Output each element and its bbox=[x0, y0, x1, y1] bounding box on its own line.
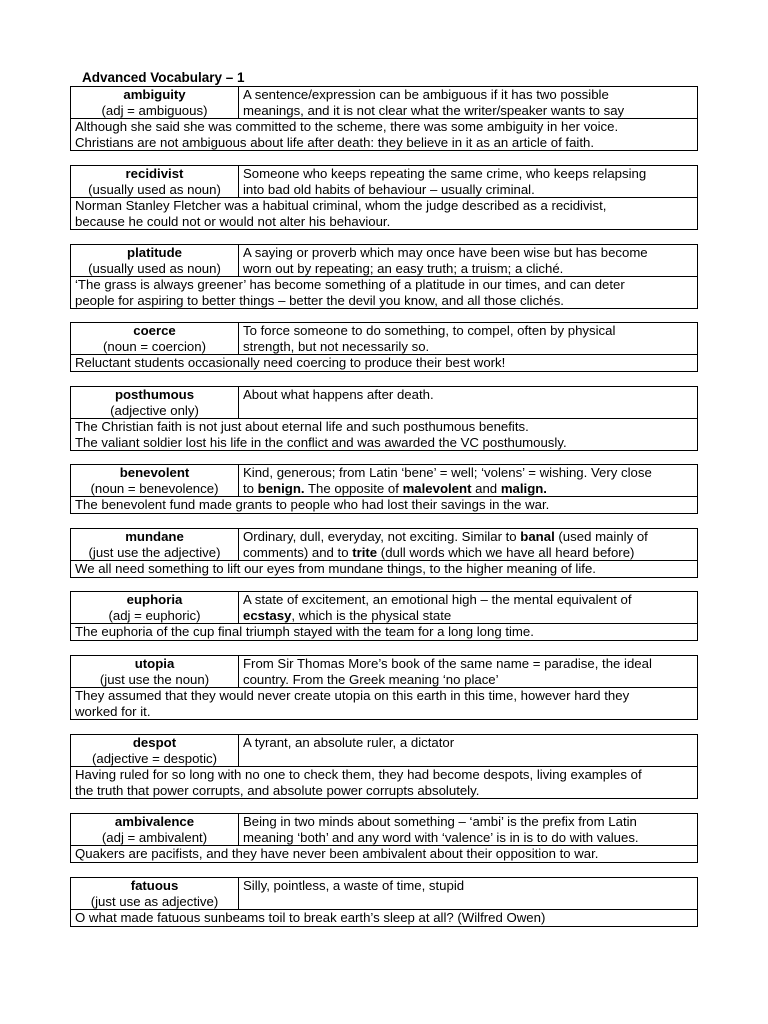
example-cell bbox=[71, 910, 697, 926]
term-cell bbox=[71, 387, 239, 418]
vocab-entry-ambivalence bbox=[70, 813, 698, 863]
definition-cell bbox=[239, 814, 697, 845]
definition-line: Silly, pointless, a waste of time, stupid bbox=[243, 878, 465, 893]
definition-line: meaning ‘both’ and any word with ‘valence’ is in is to do with values. bbox=[243, 829, 639, 845]
vocab-entry-utopia bbox=[70, 655, 698, 720]
definition-line: ecstasy, which is the physical state bbox=[243, 607, 452, 623]
example-line: The valiant soldier lost his life in the conflict and was awarded the VC posthumously. bbox=[75, 434, 567, 450]
related-word: trite bbox=[352, 544, 378, 560]
definition-cell bbox=[239, 245, 697, 276]
definition-cell bbox=[239, 166, 697, 197]
entry-term: euphoria bbox=[126, 592, 183, 607]
example-cell bbox=[71, 419, 697, 450]
example-cell bbox=[71, 688, 697, 719]
definition-line: Ordinary, dull, everyday, not exciting. Similar to banal (used mainly of bbox=[243, 529, 648, 544]
example-cell bbox=[71, 846, 697, 862]
definition-cell bbox=[239, 878, 697, 909]
definition-line: A tyrant, an absolute ruler, a dictator bbox=[243, 735, 455, 750]
definition-cell bbox=[239, 656, 697, 687]
related-word: malign. bbox=[500, 480, 547, 496]
definition-line: into bad old habits of behaviour – usually criminal. bbox=[243, 181, 535, 197]
example-line: ‘The grass is always greener’ has become something of a platitude in our times, and can deter bbox=[75, 277, 625, 292]
entry-term: fatuous bbox=[130, 878, 179, 893]
definition-cell bbox=[239, 465, 697, 496]
definition-cell bbox=[239, 735, 697, 766]
entry-part-of-speech: (just use the noun) bbox=[99, 671, 210, 687]
entry-header-row bbox=[71, 878, 697, 910]
vocab-entry-euphoria bbox=[70, 591, 698, 641]
entry-part-of-speech: (adj = euphoric) bbox=[108, 607, 201, 623]
entry-header-row bbox=[71, 814, 697, 846]
definition-line: To force someone to do something, to compel, often by physical bbox=[243, 323, 616, 338]
term-cell bbox=[71, 656, 239, 687]
entry-header-row bbox=[71, 87, 697, 119]
entry-term: coerce bbox=[133, 323, 176, 338]
definition-line: comments) and to trite (dull words which we have all heard before) bbox=[243, 544, 635, 560]
vocab-entry-coerce bbox=[70, 322, 698, 372]
definition-cell bbox=[239, 387, 697, 418]
term-cell bbox=[71, 465, 239, 496]
example-line: Having ruled for so long with no one to check them, they had become despots, living examples of bbox=[75, 767, 642, 782]
example-cell bbox=[71, 767, 697, 798]
definition-line: meanings, and it is not clear what the writer/speaker wants to say bbox=[243, 102, 625, 118]
definition-line: country. From the Greek meaning ‘no place’ bbox=[243, 671, 499, 687]
entry-part-of-speech: (adjective only) bbox=[110, 402, 199, 418]
entry-header-row bbox=[71, 529, 697, 561]
term-cell bbox=[71, 323, 239, 354]
example-line: Christians are not ambiguous about life after death: they believe in it as an article of faith. bbox=[75, 134, 595, 150]
definition-cell bbox=[239, 87, 697, 118]
example-line: The euphoria of the cup final triumph stayed with the team for a long long time. bbox=[75, 624, 534, 639]
document-title: Advanced Vocabulary – 1 bbox=[82, 70, 245, 85]
term-cell bbox=[71, 529, 239, 560]
entry-term: recidivist bbox=[125, 166, 184, 181]
definition-line: worn out by repeating; an easy truth; a truism; a cliché. bbox=[243, 260, 564, 276]
example-cell bbox=[71, 198, 697, 229]
example-cell bbox=[71, 355, 697, 371]
entry-term: utopia bbox=[134, 656, 175, 671]
vocab-entry-fatuous bbox=[70, 877, 698, 927]
entry-header-row bbox=[71, 656, 697, 688]
example-line: O what made fatuous sunbeams toil to break earth’s sleep at all? (Wilfred Owen) bbox=[75, 910, 546, 925]
vocab-entry-ambiguity bbox=[70, 86, 698, 151]
example-line: people for aspiring to better things – better the devil you know, and all those clichés. bbox=[75, 292, 564, 308]
related-word: benign. bbox=[257, 480, 305, 496]
entry-term: ambivalence bbox=[114, 814, 195, 829]
entry-part-of-speech: (adj = ambivalent) bbox=[101, 829, 208, 845]
entry-term: platitude bbox=[127, 245, 182, 260]
term-cell bbox=[71, 87, 239, 118]
entry-part-of-speech: (adj = ambiguous) bbox=[101, 102, 208, 118]
entry-term: despot bbox=[132, 735, 177, 750]
term-cell bbox=[71, 878, 239, 909]
related-word: malevolent bbox=[402, 480, 472, 496]
example-line: Quakers are pacifists, and they have never been ambivalent about their opposition to war. bbox=[75, 846, 599, 861]
definition-line: About what happens after death. bbox=[243, 387, 434, 402]
example-line: the truth that power corrupts, and absolute power corrupts absolutely. bbox=[75, 782, 480, 798]
definition-line: Someone who keeps repeating the same crime, who keeps relapsing bbox=[243, 166, 647, 181]
example-cell bbox=[71, 119, 697, 150]
vocab-entry-mundane bbox=[70, 528, 698, 578]
example-cell bbox=[71, 497, 697, 513]
definition-line: strength, but not necessarily so. bbox=[243, 338, 430, 354]
example-cell bbox=[71, 277, 697, 308]
example-line: The benevolent fund made grants to people who had lost their savings in the war. bbox=[75, 497, 550, 512]
example-line: worked for it. bbox=[75, 703, 151, 719]
definition-line: to benign. The opposite of malevolent and malign. bbox=[243, 480, 547, 496]
term-cell bbox=[71, 166, 239, 197]
entry-header-row bbox=[71, 166, 697, 198]
entry-part-of-speech: (usually used as noun) bbox=[88, 181, 221, 197]
entry-header-row bbox=[71, 465, 697, 497]
example-line: They assumed that they would never create utopia on this earth in this time, however hard they bbox=[75, 688, 630, 703]
example-cell bbox=[71, 561, 697, 577]
entry-term: benevolent bbox=[119, 465, 190, 480]
vocab-entry-recidivist bbox=[70, 165, 698, 230]
vocab-entry-despot bbox=[70, 734, 698, 799]
related-word: banal bbox=[520, 529, 555, 544]
entry-term: ambiguity bbox=[123, 87, 186, 102]
entry-header-row bbox=[71, 245, 697, 277]
related-word: ecstasy bbox=[243, 607, 292, 623]
entry-header-row bbox=[71, 387, 697, 419]
term-cell bbox=[71, 592, 239, 623]
entry-part-of-speech: (usually used as noun) bbox=[88, 260, 221, 276]
term-cell bbox=[71, 245, 239, 276]
entry-part-of-speech: (noun = benevolence) bbox=[90, 480, 219, 496]
entry-header-row bbox=[71, 592, 697, 624]
definition-line: A saying or proverb which may once have been wise but has become bbox=[243, 245, 648, 260]
entry-part-of-speech: (noun = coercion) bbox=[103, 338, 206, 354]
entry-part-of-speech: (just use the adjective) bbox=[88, 544, 221, 560]
vocab-entry-benevolent bbox=[70, 464, 698, 514]
entry-term: mundane bbox=[125, 529, 184, 544]
definition-cell bbox=[239, 323, 697, 354]
definition-line: A sentence/expression can be ambiguous if it has two possible bbox=[243, 87, 609, 102]
definition-cell bbox=[239, 592, 697, 623]
definition-line: A state of excitement, an emotional high – the mental equivalent of bbox=[243, 592, 632, 607]
definition-line: Being in two minds about something – ‘ambi’ is the prefix from Latin bbox=[243, 814, 637, 829]
entry-part-of-speech: (adjective = despotic) bbox=[92, 750, 217, 766]
example-line: The Christian faith is not just about eternal life and such posthumous benefits. bbox=[75, 419, 529, 434]
definition-cell bbox=[239, 529, 697, 560]
entry-term: posthumous bbox=[114, 387, 195, 402]
example-line: We all need something to lift our eyes from mundane things, to the higher meaning of life. bbox=[75, 561, 596, 576]
vocab-entry-posthumous bbox=[70, 386, 698, 451]
example-line: Reluctant students occasionally need coercing to produce their best work! bbox=[75, 355, 506, 370]
example-line: because he could not or would not alter his behaviour. bbox=[75, 213, 391, 229]
example-line: Norman Stanley Fletcher was a habitual criminal, whom the judge described as a recidivist, bbox=[75, 198, 607, 213]
example-line: Although she said she was committed to the scheme, there was some ambiguity in her voice. bbox=[75, 119, 619, 134]
entry-header-row bbox=[71, 735, 697, 767]
entry-part-of-speech: (just use as adjective) bbox=[90, 893, 219, 909]
example-cell bbox=[71, 624, 697, 640]
definition-line: Kind, generous; from Latin ‘bene’ = well; ‘volens’ = wishing. Very close bbox=[243, 465, 652, 480]
vocab-entry-platitude bbox=[70, 244, 698, 309]
definition-line: From Sir Thomas More’s book of the same name = paradise, the ideal bbox=[243, 656, 652, 671]
term-cell bbox=[71, 735, 239, 766]
entry-header-row bbox=[71, 323, 697, 355]
term-cell bbox=[71, 814, 239, 845]
